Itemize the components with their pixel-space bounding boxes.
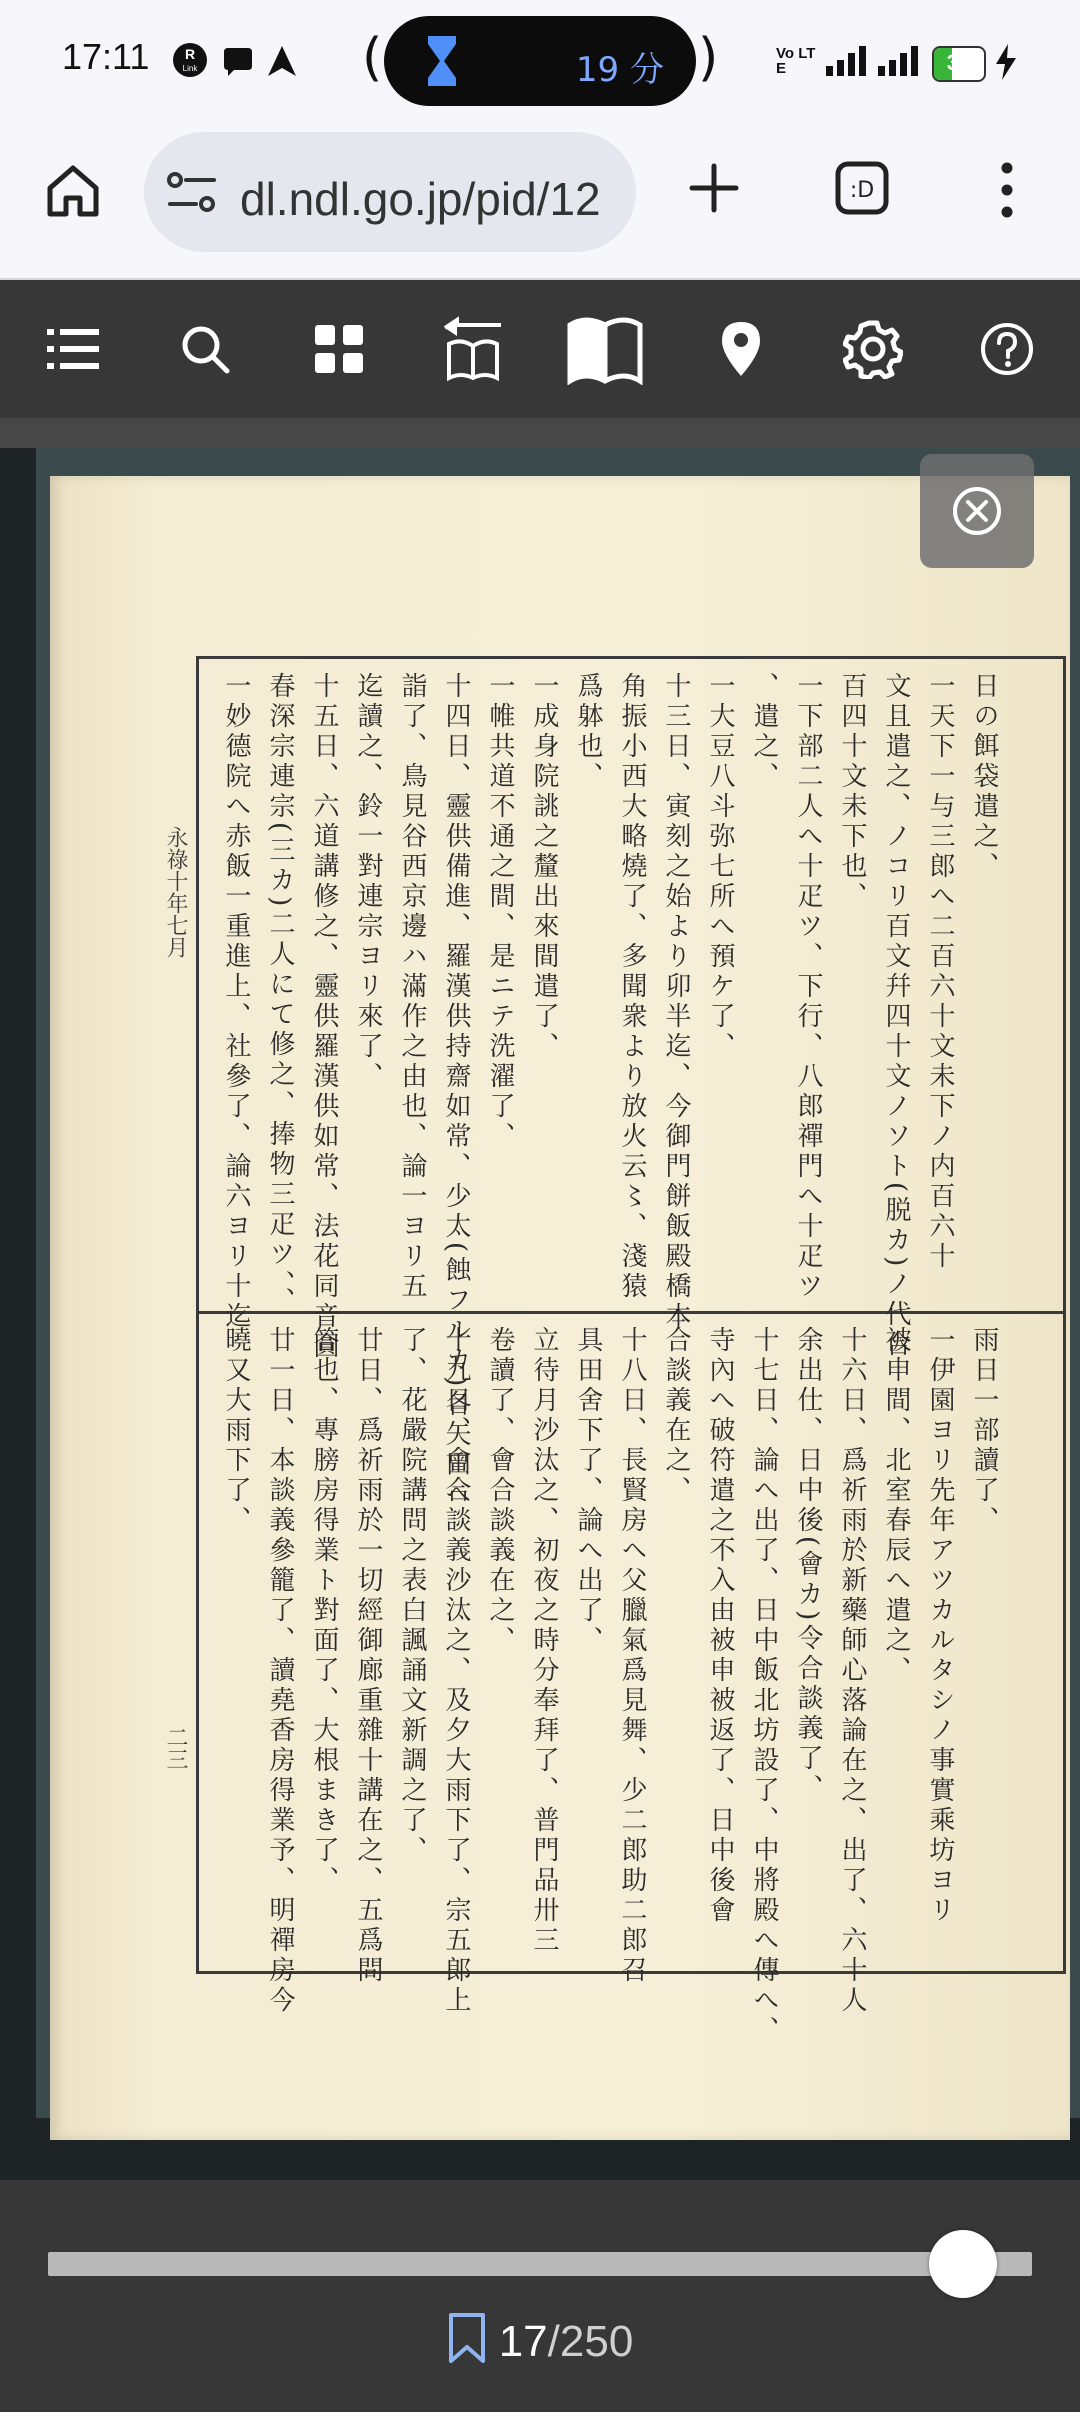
settings-button[interactable] — [828, 304, 918, 394]
text-column: 迄讀之、鈴一對連宗ヨリ來了、 — [353, 672, 383, 1092]
help-icon — [979, 321, 1035, 377]
current-page: 17 — [498, 2317, 548, 2366]
text-column: 曉又大雨下了、 — [221, 1326, 251, 1536]
text-column: 廿一日、本談義參籠了、讀堯香房得業予、明禪房今 — [265, 1326, 295, 2016]
url-text[interactable]: dl.ndl.go.jp/pid/12 — [240, 173, 601, 225]
tab-switcher-icon[interactable] — [834, 160, 890, 216]
new-tab-icon[interactable] — [688, 162, 740, 214]
signal-icon-2 — [876, 44, 920, 78]
svg-text::D: :D — [849, 178, 875, 203]
back-page-icon — [443, 316, 503, 382]
text-column: 爲躰也、 — [573, 672, 603, 792]
text-column: 十七日、論へ出了、日中飯北坊設了、中將殿へ傳へ、 — [749, 1326, 779, 2046]
search-icon — [179, 323, 231, 375]
home-icon[interactable] — [44, 162, 102, 220]
svg-text:Link: Link — [182, 64, 198, 73]
menu-icon[interactable] — [994, 160, 1020, 220]
text-column: 十五日、六道講修之、靈供羅漢供如常、法花同音圓 — [309, 672, 339, 1362]
toolbar-divider — [0, 418, 1080, 448]
location-pin-icon — [720, 320, 762, 378]
bookmark-icon[interactable] — [447, 2312, 487, 2364]
browser-bar — [0, 124, 1080, 280]
book-view-icon — [566, 313, 644, 385]
text-column: 詣了、鳥見谷西京邊ハ滿作之由也、論一ヨリ五 — [397, 672, 427, 1302]
timer-pill[interactable] — [384, 16, 696, 106]
text-column: 春深宗連宗(三カ)二人にて修之、捧物三疋ツ、、 — [265, 672, 295, 1318]
search-button[interactable] — [160, 304, 250, 394]
list-button[interactable] — [28, 304, 118, 394]
navigation-arrow-icon — [266, 44, 298, 78]
page-indicator — [0, 2312, 1080, 2367]
page-slider-thumb[interactable] — [929, 2230, 997, 2298]
book-view-button[interactable] — [560, 304, 650, 394]
battery-icon — [932, 46, 986, 82]
chat-bubble-icon — [220, 44, 256, 80]
scanned-page — [50, 476, 1070, 2140]
status-bar — [0, 0, 1080, 124]
text-column: 十九日、會合談義沙汰之、及夕大雨下了、宗五郎上 — [441, 1326, 471, 2016]
timer-left-paren: ( — [362, 28, 383, 88]
text-column: 余出仕、日中後(會カ)令合談義了、 — [793, 1326, 823, 1805]
text-column: 答也、專膀房得業ト對面了、大根まき了、 — [309, 1326, 339, 1896]
text-column: 一下部二人へ十疋ツ、下行、八郎禪門へ十疋ツ — [793, 672, 823, 1302]
text-column: 被申間、北室春辰へ遣之、 — [881, 1326, 911, 1686]
text-column: 日の餌袋遣之、 — [969, 672, 999, 882]
text-column: 十三日、寅刻之始より卯半迄、今御門餅飯殿橋本 — [661, 672, 691, 1332]
help-button[interactable] — [962, 304, 1052, 394]
text-column: 十八日、長賢房ヘ父臘氣爲見舞、少二郎助二郎召 — [617, 1326, 647, 1986]
text-column: 一伊園ヨリ先年アツカルタシノ事實乘坊ヨリ — [925, 1326, 955, 1926]
text-column: 、遣之、 — [749, 672, 779, 792]
r-link-icon — [172, 42, 208, 78]
settings-gear-icon — [843, 319, 903, 379]
close-icon — [951, 485, 1003, 537]
back-page-button[interactable] — [428, 304, 518, 394]
text-column: 一帷共道不通之間、是ニテ洗濯了、 — [485, 672, 515, 1152]
close-button[interactable] — [920, 454, 1034, 568]
total-pages: /250 — [547, 2317, 634, 2366]
viewer-toolbar — [0, 280, 1080, 418]
list-icon — [45, 325, 101, 373]
text-column: 角振小西大略燒了、多聞衆より放火云〻、淺猿 — [617, 672, 647, 1302]
text-column: 一天下一与三郎へ二百六十文未下ノ内百六十 — [925, 672, 955, 1272]
text-column: 一妙德院へ赤飯一重進上、社參了、論六ヨリ十迄 — [221, 672, 251, 1332]
charging-bolt-icon — [994, 44, 1018, 80]
text-column: 立待月沙汰之、初夜之時分奉拜了、普門品卅三 — [529, 1326, 559, 1956]
timer-right-paren: ) — [698, 28, 719, 88]
text-column: 百四十文未下也、 — [837, 672, 867, 912]
text-column: 雨日一部讀了、 — [969, 1326, 999, 1536]
volte-label: Vo LTE — [776, 45, 816, 77]
text-column: 卷讀了、會合談義在之、 — [485, 1326, 515, 1656]
text-column: 一大豆八斗弥七所へ預ケ了、 — [705, 672, 735, 1062]
signal-icon-1 — [824, 44, 868, 78]
text-column: 寺內へ破符遣之不入由被申被返了、日中後會 — [705, 1326, 735, 1926]
running-head: 永祿十年七月 — [163, 826, 188, 958]
text-column: 一成身院誂之釐出來間遣了、 — [529, 672, 559, 1062]
url-bar[interactable] — [144, 132, 636, 252]
text-column: 具田舍下了、論へ出了、 — [573, 1326, 603, 1656]
hourglass-icon — [424, 34, 460, 88]
text-column: 十六日、爲祈雨於新藥師心落論在之、出了、六十人 — [837, 1326, 867, 2016]
svg-text:R: R — [184, 46, 196, 62]
text-column: 十四日、靈供備進、羅漢供持齋如常、少太(蝕フルカ)各矢田へ — [441, 672, 471, 1511]
grid-button[interactable] — [294, 304, 384, 394]
pagination-bar — [0, 2180, 1080, 2412]
battery-level: 35 — [946, 50, 972, 75]
text-column: 廿日、爲祈雨於一切經御廊重雜十講在之、五爲問 — [353, 1326, 383, 1986]
location-button[interactable] — [696, 304, 786, 394]
page-number: 二三 — [163, 1726, 188, 1770]
clock: 17:11 — [62, 36, 150, 77]
page-slider-track[interactable] — [48, 2252, 1032, 2276]
text-column: 了、花嚴院講問之表白諷誦文新調之了、 — [397, 1326, 427, 1866]
text-column: 文且遣之、ノコリ百文幷四十文ノソト(脱カ)ノ代合 — [881, 672, 911, 1361]
text-column: 合談義在之、 — [661, 1326, 691, 1506]
timer-text: 19 分 — [575, 50, 664, 90]
site-info-icon[interactable] — [166, 168, 218, 216]
grid-icon — [313, 323, 365, 375]
